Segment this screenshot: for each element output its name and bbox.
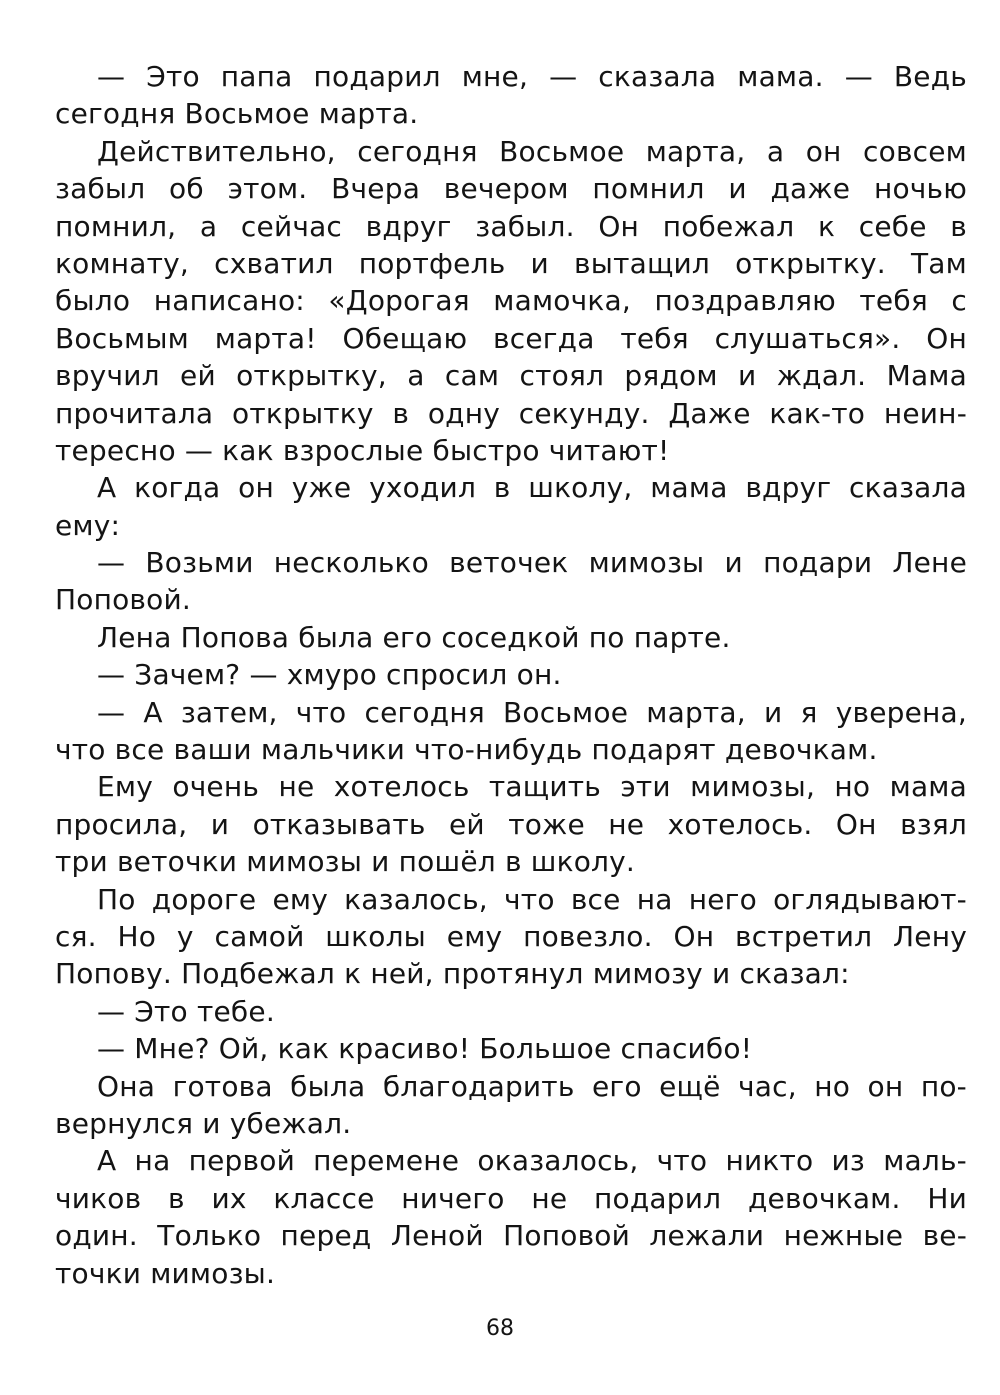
text-line: чиков в их классе ничего не подарил девочкам. Ни <box>55 1181 967 1215</box>
text-line: Попову. Подбежал к ней, протянул мимозу и сказал: <box>55 957 850 991</box>
text-line: А когда он уже уходил в школу, мама вдруг сказала <box>97 471 967 505</box>
text-line: Действительно, сегодня Восьмое марта, а он совсем <box>97 134 967 168</box>
text-line: По дороге ему казалось, что все на него оглядывают- <box>97 882 967 916</box>
text-line: Она готова была благодарить его ещё час, но он по- <box>97 1069 967 1103</box>
text-line: что все ваши мальчики что-нибудь подарят девочкам. <box>55 733 878 767</box>
text-line: помнил, а сейчас вдруг забыл. Он побежал к себе в <box>55 209 967 243</box>
text-line: комнату, схватил портфель и вытащил открытку. Там <box>55 246 967 280</box>
text-line: — Это папа подарил мне, — сказала мама. — Ведь <box>97 60 967 93</box>
text-line: сегодня Восьмое марта. <box>55 97 419 131</box>
text-line: — Зачем? — хмуро спросил он. <box>97 658 562 692</box>
text-line: вручил ей открытку, а сам стоял рядом и ждал. Мама <box>55 359 967 393</box>
text-line: забыл об этом. Вчера вечером помнил и даже ночью <box>55 172 967 206</box>
text-line: Поповой. <box>55 583 191 617</box>
text-line: ему: <box>55 508 121 542</box>
text-line: вернулся и убежал. <box>55 1106 352 1140</box>
text-line: ся. Но у самой школы ему повезло. Он встретил Лену <box>55 919 967 953</box>
page-text <box>55 58 967 1292</box>
text-line: — А затем, что сегодня Восьмое марта, и я уверена, <box>97 695 967 729</box>
text-line: — Это тебе. <box>97 994 275 1028</box>
text-line: — Мне? Ой, как красиво! Большое спасибо! <box>97 1032 753 1066</box>
text-line: Лена Попова была его соседкой по парте. <box>97 620 731 654</box>
text-line: А на первой перемене оказалось, что никто из маль- <box>97 1144 967 1178</box>
text-line: три веточки мимозы и пошёл в школу. <box>55 845 635 879</box>
text-line: — Возьми несколько веточек мимозы и подари Лене <box>97 546 967 580</box>
text-line: тересно — как взрослые быстро читают! <box>55 433 670 467</box>
text-line: точки мимозы. <box>55 1256 276 1290</box>
page-number: 68 <box>486 1316 514 1341</box>
text-line: Ему очень не хотелось тащить эти мимозы, но мама <box>97 770 967 804</box>
text-line: было написано: «Дорогая мамочка, поздравляю тебя с <box>55 284 967 318</box>
text-line: один. Только перед Леной Поповой лежали нежные ве- <box>55 1219 967 1253</box>
text-line: прочитала открытку в одну секунду. Даже как-то неин- <box>55 396 967 430</box>
text-line: просила, и отказывать ей тоже не хотелось. Он взял <box>55 807 967 841</box>
text-line: Восьмым марта! Обещаю всегда тебя слушаться». Он <box>55 321 967 355</box>
